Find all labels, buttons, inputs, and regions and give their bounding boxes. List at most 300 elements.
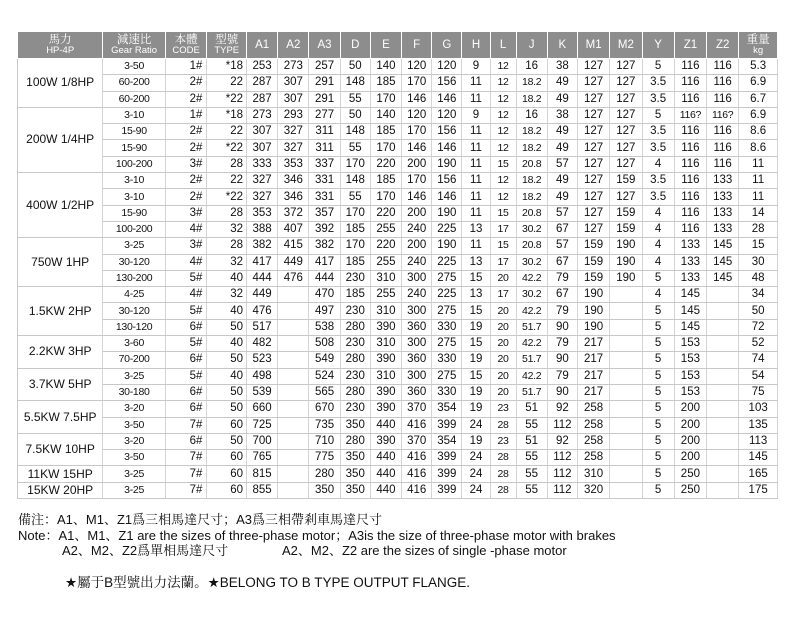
table-row — [18, 59, 778, 75]
column-header-label: 馬力 — [48, 33, 72, 46]
table-cell — [610, 401, 642, 417]
table-cell: 225 — [432, 254, 462, 270]
table-row — [18, 433, 778, 449]
table-cell: 476 — [247, 303, 278, 319]
column-header — [516, 32, 547, 59]
table-cell: 50 — [207, 433, 247, 449]
table-cell — [610, 336, 642, 352]
table-cell: 416 — [402, 482, 432, 498]
table-cell — [610, 417, 642, 433]
table-cell: 5 — [642, 270, 674, 286]
table-cell: 15-90 — [103, 205, 165, 221]
table-row — [18, 352, 778, 368]
table-cell: 24 — [462, 466, 490, 482]
table-cell: 127 — [610, 156, 642, 172]
notes-block — [18, 512, 616, 559]
motor-power-cell: 5.5KW 7.5HP — [18, 401, 103, 434]
table-cell: 275 — [432, 368, 462, 384]
table-cell: 337 — [309, 156, 340, 172]
column-header-label: F — [413, 39, 421, 51]
table-cell: 127 — [610, 91, 642, 107]
column-header-label: H — [471, 39, 481, 51]
column-header — [577, 32, 609, 59]
table-cell: 3-20 — [103, 433, 165, 449]
table-cell: 2# — [165, 75, 207, 91]
table-cell: 20 — [490, 270, 516, 286]
table-cell: 49 — [547, 189, 577, 205]
table-cell: 130-120 — [103, 319, 165, 335]
table-cell: 710 — [309, 433, 340, 449]
table-cell: 855 — [247, 482, 278, 498]
table-cell: 310 — [370, 270, 401, 286]
table-cell: 170 — [340, 156, 370, 172]
table-cell: 4 — [642, 205, 674, 221]
table-cell: 300 — [402, 368, 432, 384]
table-row — [18, 303, 778, 319]
table-cell: 444 — [309, 270, 340, 286]
table-cell: 145 — [707, 238, 739, 254]
table-cell: 275 — [432, 270, 462, 286]
table-cell: 48 — [739, 270, 778, 286]
table-cell: 230 — [340, 368, 370, 384]
table-cell: 50 — [340, 59, 370, 75]
table-cell: 22 — [207, 75, 247, 91]
table-cell: 287 — [247, 75, 278, 91]
table-cell — [278, 450, 309, 466]
table-cell: 170 — [370, 189, 401, 205]
table-cell: 390 — [370, 319, 401, 335]
table-cell: 24 — [462, 450, 490, 466]
table-cell: 3-10 — [103, 173, 165, 189]
table-cell: 4# — [165, 287, 207, 303]
table-cell: 11 — [462, 189, 490, 205]
table-cell — [278, 482, 309, 498]
table-cell: 70-200 — [103, 352, 165, 368]
table-cell: 390 — [370, 384, 401, 400]
table-cell: 116 — [707, 156, 739, 172]
table-cell: 280 — [309, 466, 340, 482]
table-cell: 23 — [490, 401, 516, 417]
table-cell: 127 — [577, 75, 609, 91]
table-cell: 3.5 — [642, 75, 674, 91]
table-cell: 3.5 — [642, 140, 674, 156]
table-cell: 40 — [207, 303, 247, 319]
table-cell: 4# — [165, 254, 207, 270]
table-cell: 30.2 — [516, 254, 547, 270]
column-header-label: L — [499, 39, 507, 51]
column-header — [340, 32, 370, 59]
table-cell: 258 — [577, 417, 609, 433]
table-cell: 140 — [370, 59, 401, 75]
table-cell: 127 — [610, 75, 642, 91]
table-cell: 12 — [490, 140, 516, 156]
table-cell: 6# — [165, 384, 207, 400]
table-cell: 13 — [462, 287, 490, 303]
table-cell: 145 — [739, 450, 778, 466]
table-body — [18, 59, 778, 499]
table-cell: 156 — [432, 173, 462, 189]
table-cell: 100-200 — [103, 156, 165, 172]
table-cell: 3-10 — [103, 189, 165, 205]
table-row — [18, 91, 778, 107]
table-cell: 390 — [370, 401, 401, 417]
table-row — [18, 368, 778, 384]
table-cell: 153 — [674, 336, 706, 352]
table-cell: 417 — [309, 254, 340, 270]
table-cell: 55 — [340, 189, 370, 205]
table-cell: 538 — [309, 319, 340, 335]
column-header-label: Y — [654, 39, 662, 51]
table-cell: 5 — [642, 59, 674, 75]
table-cell: 190 — [577, 287, 609, 303]
table-cell: 230 — [340, 270, 370, 286]
table-cell: 145 — [707, 254, 739, 270]
table-cell: 159 — [577, 270, 609, 286]
table-cell: 382 — [309, 238, 340, 254]
table-cell: 354 — [432, 433, 462, 449]
table-cell: 20 — [490, 384, 516, 400]
table-cell: 240 — [402, 287, 432, 303]
table-cell: 6# — [165, 433, 207, 449]
table-cell: 12 — [490, 173, 516, 189]
table-cell: 32 — [207, 254, 247, 270]
table-cell: 6# — [165, 401, 207, 417]
table-cell: 190 — [610, 254, 642, 270]
column-header — [642, 32, 674, 59]
table-cell: 3# — [165, 238, 207, 254]
table-cell: 4 — [642, 254, 674, 270]
table-cell: 11 — [462, 238, 490, 254]
table-cell — [707, 384, 739, 400]
column-header-label: Z2 — [715, 39, 730, 51]
table-cell: 3-25 — [103, 482, 165, 498]
table-row — [18, 287, 778, 303]
table-cell: 307 — [278, 91, 309, 107]
table-cell: 113 — [739, 433, 778, 449]
table-cell: 127 — [577, 173, 609, 189]
table-cell: 11 — [462, 75, 490, 91]
table-cell: 55 — [340, 91, 370, 107]
table-cell: 200 — [402, 205, 432, 221]
table-cell: 310 — [577, 466, 609, 482]
table-cell: 11 — [462, 173, 490, 189]
table-cell: 20 — [490, 336, 516, 352]
table-cell: 291 — [309, 91, 340, 107]
table-cell: 2# — [165, 189, 207, 205]
table-cell: 20 — [490, 319, 516, 335]
table-cell: 255 — [370, 287, 401, 303]
table-cell: 116 — [707, 59, 739, 75]
table-cell: 470 — [309, 287, 340, 303]
column-header — [462, 32, 490, 59]
table-cell: 220 — [370, 238, 401, 254]
table-cell: 15 — [490, 156, 516, 172]
motor-power-cell: 3.7KW 5HP — [18, 368, 103, 401]
column-header-label: D — [351, 39, 360, 51]
column-header — [165, 32, 207, 59]
table-cell: 399 — [432, 482, 462, 498]
table-cell — [278, 384, 309, 400]
table-cell: 24 — [462, 417, 490, 433]
table-cell: 60 — [207, 466, 247, 482]
table-cell: 7# — [165, 482, 207, 498]
table-cell: 307 — [278, 75, 309, 91]
table-cell: 725 — [247, 417, 278, 433]
table-cell: 5 — [642, 384, 674, 400]
table-cell: 3.5 — [642, 189, 674, 205]
table-cell: 16 — [516, 107, 547, 123]
table-cell: 6# — [165, 319, 207, 335]
table-cell: 22 — [207, 173, 247, 189]
table-cell: 1# — [165, 59, 207, 75]
table-cell: 5 — [642, 336, 674, 352]
column-header-sublabel: TYPE — [214, 44, 240, 56]
table-cell: 390 — [370, 433, 401, 449]
table-cell: 327 — [247, 173, 278, 189]
table-cell: *18 — [207, 107, 247, 123]
table-row — [18, 270, 778, 286]
table-cell: 185 — [340, 221, 370, 237]
table-cell: 16 — [516, 59, 547, 75]
table-cell: 146 — [402, 91, 432, 107]
table-cell: 416 — [402, 466, 432, 482]
table-cell: 6.9 — [739, 75, 778, 91]
table-cell: *22 — [207, 189, 247, 205]
table-row — [18, 401, 778, 417]
table-cell: 5 — [642, 466, 674, 482]
table-cell: 360 — [402, 352, 432, 368]
column-header — [674, 32, 706, 59]
table-cell: 148 — [340, 75, 370, 91]
note-english: Note：A1、M1、Z1 are the sizes of three-phase motor；A3is the size of three-phase motor with brakes — [18, 527, 616, 543]
table-cell: 116? — [674, 107, 706, 123]
table-cell: 90 — [547, 384, 577, 400]
table-cell: 60 — [207, 482, 247, 498]
table-cell: 60 — [207, 450, 247, 466]
table-cell: 116 — [674, 124, 706, 140]
table-cell: 6# — [165, 352, 207, 368]
table-cell: 15-90 — [103, 140, 165, 156]
table-cell: 353 — [278, 156, 309, 172]
table-cell: 250 — [674, 466, 706, 482]
column-header-label: K — [558, 39, 567, 51]
table-cell: 508 — [309, 336, 340, 352]
table-cell: 19 — [462, 401, 490, 417]
table-cell: 416 — [402, 450, 432, 466]
table-cell: 57 — [547, 238, 577, 254]
table-cell: 350 — [340, 466, 370, 482]
table-cell: 127 — [610, 107, 642, 123]
table-cell: 417 — [247, 254, 278, 270]
table-cell: 700 — [247, 433, 278, 449]
table-cell: 55 — [516, 466, 547, 482]
table-cell: 3-60 — [103, 336, 165, 352]
column-header — [309, 32, 340, 59]
table-cell — [610, 352, 642, 368]
table-cell — [610, 319, 642, 335]
table-cell: 190 — [432, 156, 462, 172]
table-cell: 116 — [674, 91, 706, 107]
table-cell: 5# — [165, 368, 207, 384]
table-cell: 5 — [642, 433, 674, 449]
table-cell: 127 — [577, 107, 609, 123]
table-cell: 130-200 — [103, 270, 165, 286]
table-cell: 370 — [402, 401, 432, 417]
table-cell: 3-10 — [103, 107, 165, 123]
table-cell: 280 — [340, 352, 370, 368]
table-cell: 18.2 — [516, 91, 547, 107]
table-row — [18, 384, 778, 400]
table-cell: 57 — [547, 205, 577, 221]
table-cell: 42.2 — [516, 336, 547, 352]
table-cell: 15 — [462, 303, 490, 319]
table-cell: 127 — [610, 124, 642, 140]
table-cell — [707, 319, 739, 335]
table-cell: 230 — [340, 303, 370, 319]
table-cell: 4# — [165, 221, 207, 237]
table-cell — [610, 287, 642, 303]
table-cell: 3# — [165, 205, 207, 221]
table-cell: 116 — [674, 59, 706, 75]
table-cell: 275 — [432, 336, 462, 352]
table-cell: 293 — [278, 107, 309, 123]
table-cell: 17 — [490, 287, 516, 303]
table-cell: 291 — [309, 75, 340, 91]
table-cell: 116 — [707, 140, 739, 156]
column-header-label: A2 — [286, 39, 301, 51]
table-cell: 133 — [674, 254, 706, 270]
table-cell: 116 — [674, 221, 706, 237]
table-cell: 5 — [642, 303, 674, 319]
table-cell: 310 — [370, 303, 401, 319]
table-cell: 127 — [610, 189, 642, 205]
table-cell: 4 — [642, 238, 674, 254]
table-cell: 8.6 — [739, 140, 778, 156]
table-cell: 327 — [247, 189, 278, 205]
table-cell: 170 — [370, 91, 401, 107]
table-cell: 346 — [278, 189, 309, 205]
table-cell: 8.6 — [739, 124, 778, 140]
table-cell: 5# — [165, 270, 207, 286]
table-cell: 3-25 — [103, 368, 165, 384]
table-cell: 449 — [247, 287, 278, 303]
table-cell: 18.2 — [516, 173, 547, 189]
table-cell: 22 — [207, 124, 247, 140]
table-cell: 217 — [577, 368, 609, 384]
table-cell: 258 — [577, 433, 609, 449]
column-header-label: M1 — [585, 39, 602, 51]
table-cell — [610, 482, 642, 498]
table-cell: 440 — [370, 417, 401, 433]
table-cell: 145 — [674, 287, 706, 303]
table-cell: 20 — [490, 352, 516, 368]
table-cell: 280 — [340, 433, 370, 449]
table-cell: 482 — [247, 336, 278, 352]
column-header-label: E — [382, 39, 390, 51]
table-cell: 11 — [462, 91, 490, 107]
table-cell: *18 — [207, 59, 247, 75]
table-cell: 127 — [577, 156, 609, 172]
table-cell: 3.5 — [642, 124, 674, 140]
table-cell: 159 — [577, 238, 609, 254]
column-header-label: A3 — [317, 39, 332, 51]
table-cell: 133 — [707, 189, 739, 205]
table-cell: 51 — [516, 401, 547, 417]
table-cell: 116 — [707, 124, 739, 140]
table-row — [18, 124, 778, 140]
table-cell: 2# — [165, 91, 207, 107]
motor-power-cell: 1.5KW 2HP — [18, 287, 103, 336]
table-cell: 4 — [642, 221, 674, 237]
table-cell: 253 — [247, 59, 278, 75]
column-header-sublabel: CODE — [172, 44, 200, 56]
table-cell: 449 — [278, 254, 309, 270]
table-cell: 127 — [577, 91, 609, 107]
table-cell: 55 — [516, 450, 547, 466]
table-cell: 3.5 — [642, 91, 674, 107]
column-header-label: 減速比 — [116, 33, 152, 46]
table-cell: 15 — [490, 238, 516, 254]
table-cell: 23 — [490, 433, 516, 449]
table-cell: 120 — [432, 59, 462, 75]
table-cell: 120 — [402, 107, 432, 123]
table-cell: 127 — [577, 59, 609, 75]
table-cell: 399 — [432, 450, 462, 466]
motor-power-cell: 100W 1/8HP — [18, 59, 103, 108]
table-cell — [610, 466, 642, 482]
table-cell: 735 — [309, 417, 340, 433]
table-cell: 67 — [547, 287, 577, 303]
table-cell: 9 — [462, 59, 490, 75]
table-cell: 74 — [739, 352, 778, 368]
table-cell: 255 — [370, 254, 401, 270]
table-cell — [707, 433, 739, 449]
table-cell: 18.2 — [516, 189, 547, 205]
table-cell: 360 — [402, 319, 432, 335]
table-cell: 146 — [402, 140, 432, 156]
column-header — [432, 32, 462, 59]
table-cell — [278, 466, 309, 482]
table-cell: 60-200 — [103, 75, 165, 91]
table-cell: 49 — [547, 91, 577, 107]
table-cell: 185 — [340, 287, 370, 303]
table-cell: 116 — [674, 140, 706, 156]
column-header — [402, 32, 432, 59]
table-cell: 42.2 — [516, 270, 547, 286]
table-cell: 230 — [340, 336, 370, 352]
table-cell: 145 — [707, 270, 739, 286]
column-header — [739, 32, 778, 59]
table-cell: 258 — [577, 450, 609, 466]
table-cell: 40 — [207, 368, 247, 384]
table-cell: 32 — [207, 287, 247, 303]
table-cell: 320 — [577, 482, 609, 498]
table-cell — [278, 287, 309, 303]
table-cell: 30 — [739, 254, 778, 270]
table-cell: 55 — [340, 140, 370, 156]
table-row — [18, 417, 778, 433]
table-cell: 9 — [462, 107, 490, 123]
column-header — [18, 32, 103, 59]
table-cell: 353 — [247, 205, 278, 221]
table-row — [18, 189, 778, 205]
table-cell: 280 — [340, 319, 370, 335]
table-cell: 372 — [278, 205, 309, 221]
table-cell: 170 — [370, 140, 401, 156]
table-cell: 2# — [165, 173, 207, 189]
table-cell: 330 — [432, 319, 462, 335]
table-cell: 112 — [547, 450, 577, 466]
